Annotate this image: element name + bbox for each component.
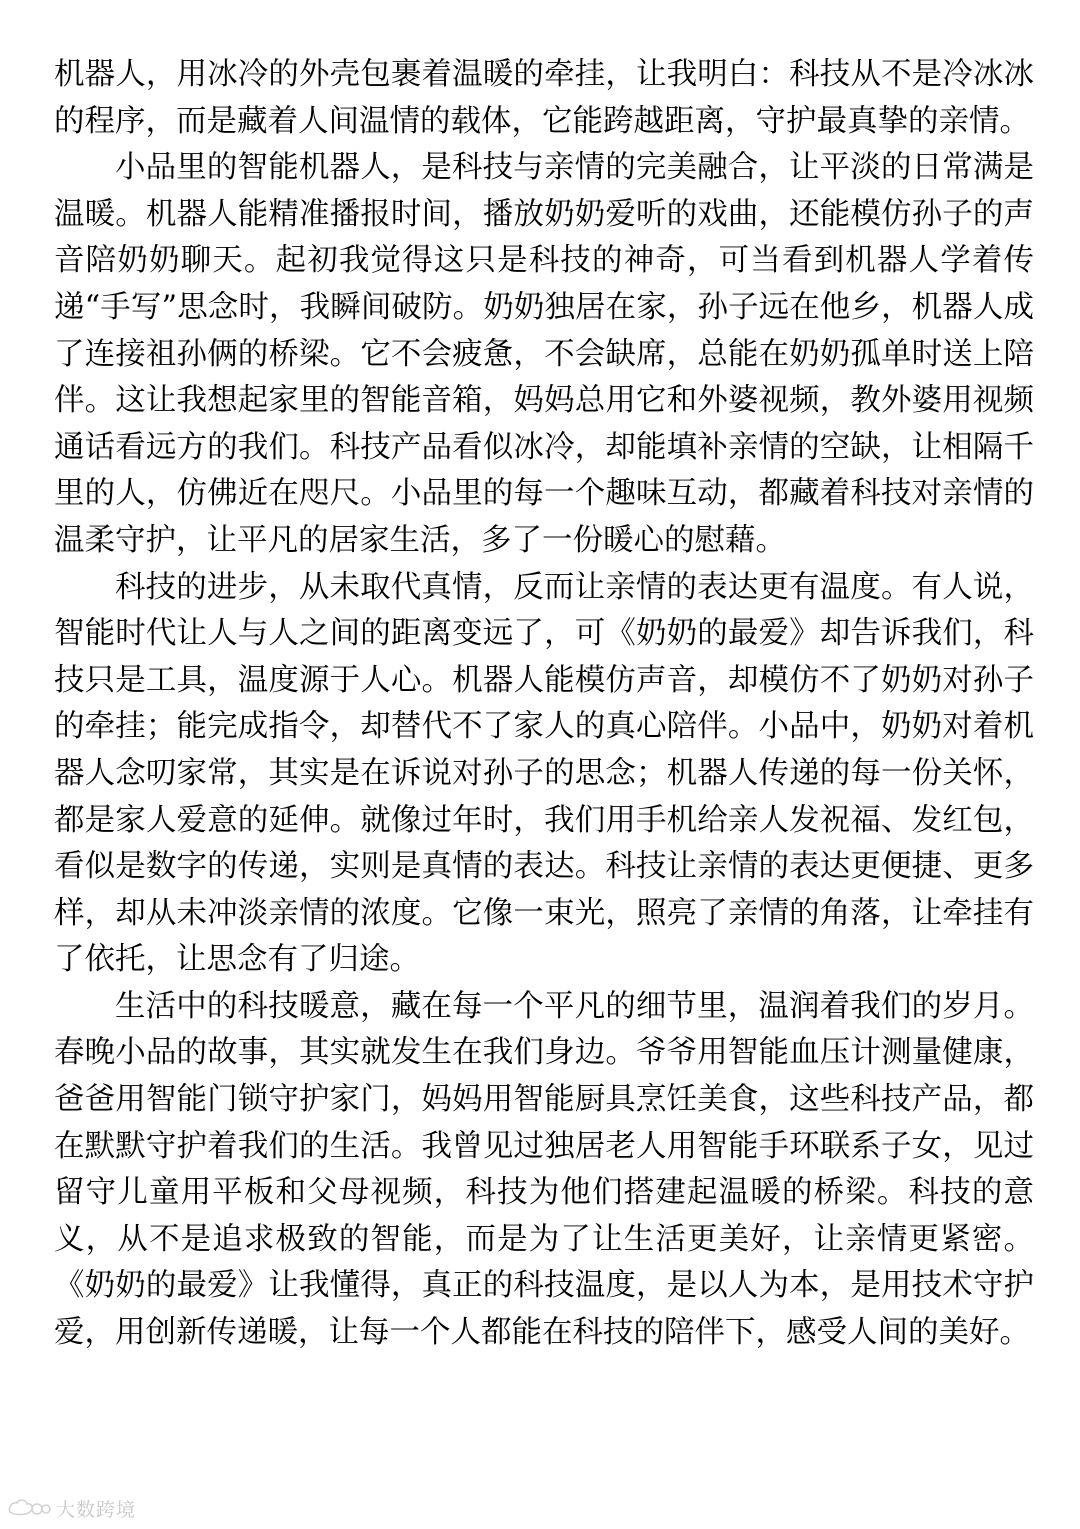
brand-logo-icon [6,1497,52,1519]
paragraph-1: 机器人，用冰冷的外壳包裹着温暖的牵挂，让我明白：科技从不是冷冰冰的程序，而是藏着人间温情的载体，它能跨越距离，守护最真挚的亲情。 [54,57,1034,139]
document-body [54,52,1034,1357]
watermark-text: 大数跨境 [56,1498,137,1521]
paragraph-3: 科技的进步，从未取代真情，反而让亲情的表达更有温度。有人说，智能时代让人与人之间的距离变远了，可《奶奶的最爱》却告诉我们，科技只是工具，温度源于人心。机器人能模仿声音，却模仿不了奶奶对孙子的牵挂；能完成指令，却替代不了家人的真心陪伴。小品中，奶奶对着机器人念叨家常，其实是在诉说对孙子的思念；机器人传递的每一份关怀，都是家人爱意的延伸。就像过年时，我们用手机给亲人发祝福、发红包，看似是数字的传递，实则是真情的表达。科技让亲情的表达更便捷、更多样，却从未冲淡亲情的浓度。它像一束光，照亮了亲情的角落，让牵挂有了依托，让思念有了归途。 [54,569,1034,978]
paragraph-4: 生活中的科技暖意，藏在每一个平凡的细节里，温润着我们的岁月。春晚小品的故事，其实就发生在我们身边。爷爷用智能血压计测量健康，爸爸用智能门锁守护家门，妈妈用智能厨具烹饪美食，这些科技产品，都在默默守护着我们的生活。我曾见过独居老人用智能手环联系子女，见过留守儿童用平板和父母视频，科技为他们搭建起温暖的桥梁。科技的意义，从不是追求极致的智能，而是为了让生活更美好，让亲情更紧密。《奶奶的最爱》让我懂得，真正的科技温度，是以人为本，是用技术守护爱，用创新传递暖，让每一个人都能在科技的陪伴下，感受人间的美好。 [54,988,1034,1351]
paragraph-2: 小品里的智能机器人，是科技与亲情的完美融合，让平淡的日常满是温暖。机器人能精准播报时间，播放奶奶爱听的戏曲，还能模仿孙子的声音陪奶奶聊天。起初我觉得这只是科技的神奇，可当看到机器人学着传递“手写”思念时，我瞬间破防。奶奶独居在家，孙子远在他乡，机器人成了连接祖孙俩的桥梁。它不会疲惫，不会缺席，总能在奶奶孤单时送上陪伴。这让我想起家里的智能音箱，妈妈总用它和外婆视频，教外婆用视频通话看远方的我们。科技产品看似冰冷，却能填补亲情的空缺，让相隔千里的人，仿佛近在咫尺。小品里的每一个趣味互动，都藏着科技对亲情的温柔守护，让平凡的居家生活，多了一份暖心的慰藉。 [54,150,1034,558]
watermark [6,1495,136,1521]
